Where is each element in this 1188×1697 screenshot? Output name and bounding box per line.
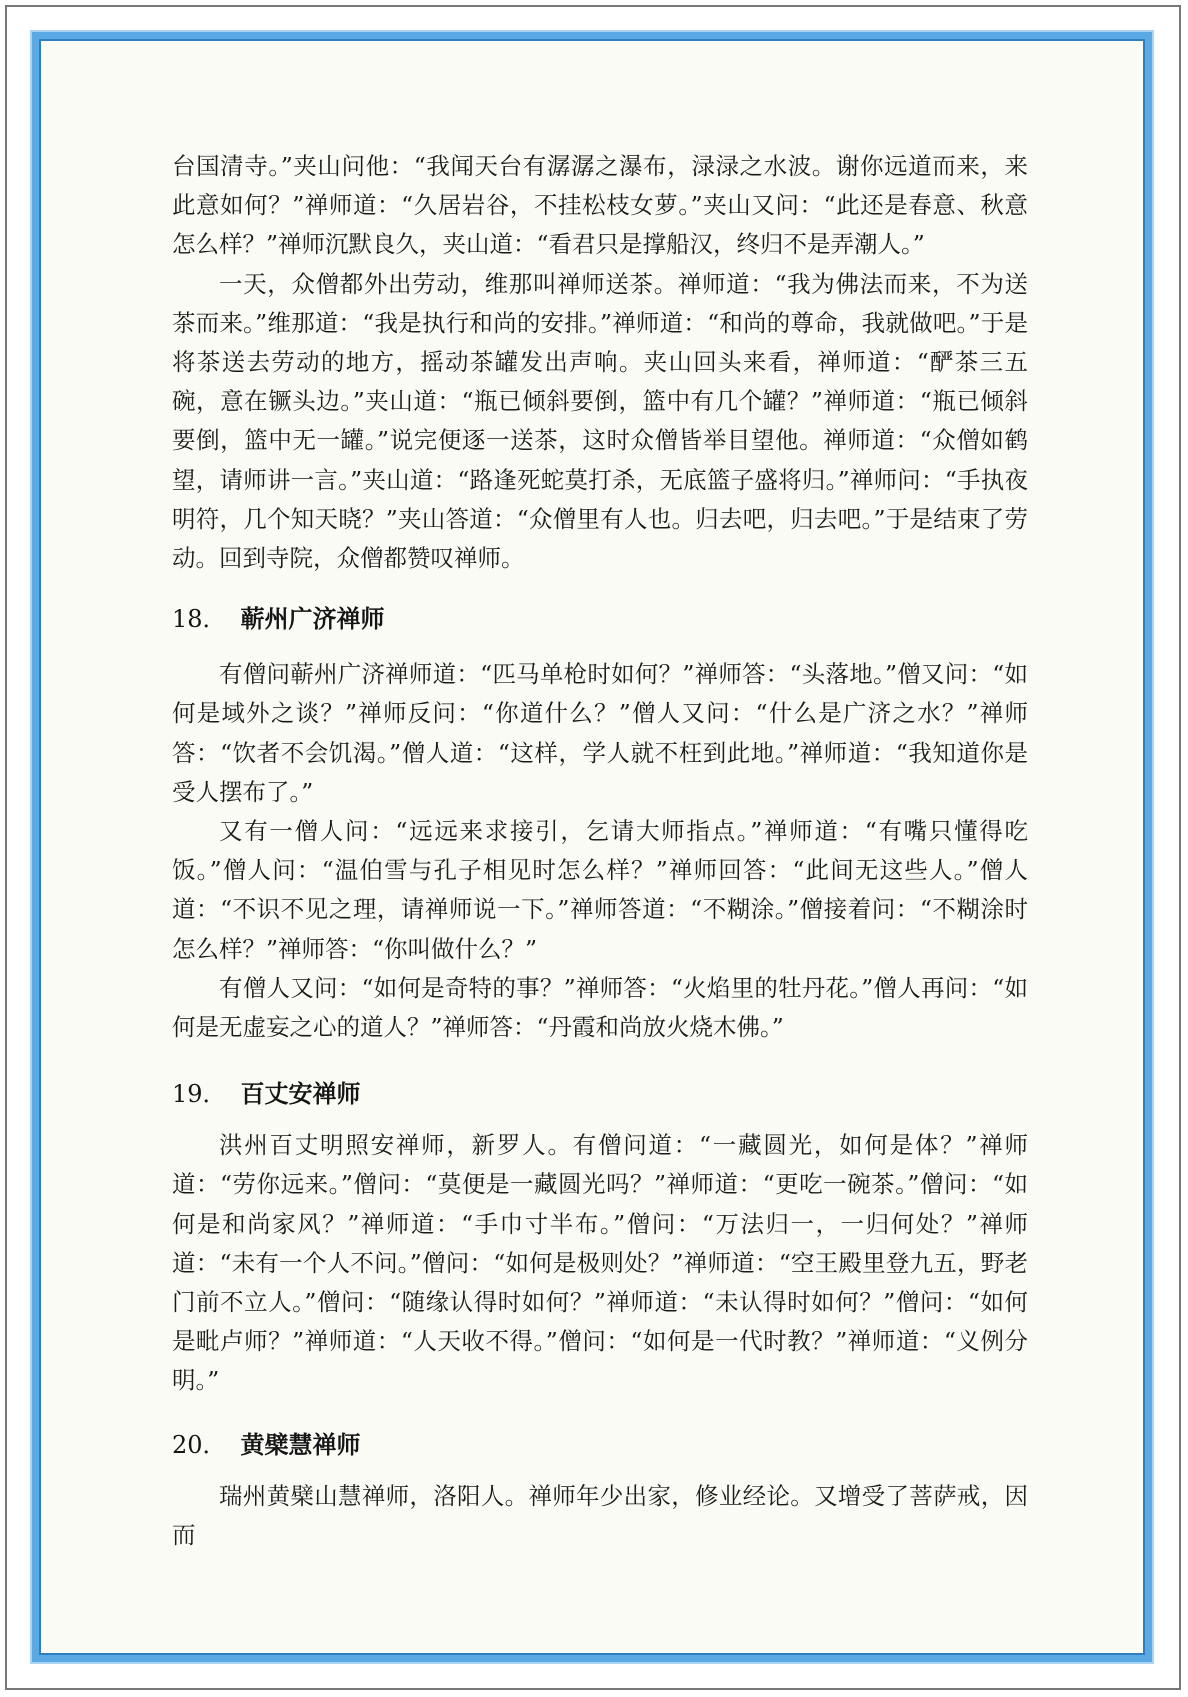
paragraph: 有僧人又问：“如何是奇特的事？”禅师答：“火焰里的牡丹花。”僧人再问：“如何是无虚妄之心的道人？”禅师答：“丹霞和尚放火烧木佛。” [172,973,1028,1042]
paragraph-continued: 台国清寺。”夹山问他：“我闻天台有潺潺之瀑布，渌渌之水波。谢你远道而来，来此意如何？”禅师道：“久居岩谷，不挂松枝女萝。”夹山又问：“此还是春意、秋意怎么样？”禅师沉默良久，夹山道：“看君只是撑船汉，终归不是弄潮人。” [172,152,1028,259]
paragraph: 有僧问蕲州广济禅师道：“匹马单枪时如何？”禅师答：“头落地。”僧又问：“如何是域外之谈？”禅师反问：“你道什么？”僧人又问：“什么是广济之水？”禅师答：“饮者不会饥渴。”僧人道：“这样，学人就不枉到此地。”禅师道：“我知道你是受人摆布了。” [172,660,1028,806]
section-heading-19 [172,1076,1028,1112]
section-number: 19． [172,1080,227,1109]
paragraph: 洪州百丈明照安禅师，新罗人。有僧问道：“一藏圆光，如何是体？”禅师道：“劳你远来。”僧问：“莫便是一藏圆光吗？”禅师道：“更吃一碗茶。”僧问：“如何是和尚家风？”禅师道：“手巾寸半布。”僧问：“万法归一，一归何处？”禅师道：“未有一个人不问。”僧问：“如何是极则处？”禅师道：“空王殿里登九五，野老门前不立人。”僧问：“随缘认得时如何？”禅师道：“未认得时如何？”僧问：“如何是毗卢师？”禅师道：“人天收不得。”僧问：“如何是一代时教？”禅师道：“义例分明。” [172,1131,1028,1395]
paragraph: 瑞州黄檗山慧禅师，洛阳人。禅师年少出家，修业经论。又增受了菩萨戒，因而 [172,1481,1028,1549]
paragraph: 一天，众僧都外出劳动，维那叫禅师送茶。禅师道：“我为佛法而来，不为送茶而来。”维那道：“我是执行和尚的安排。”禅师道：“和尚的尊命，我就做吧。”于是将茶送去劳动的地方，摇动茶罐发出声响。夹山回头来看，禅师道：“酽茶三五碗，意在镢头边。”夹山道：“瓶已倾斜要倒，篮中有几个罐？”禅师道：“瓶已倾斜要倒，篮中无一罐。”说完便逐一送茶，这时众僧皆举目望他。禅师道：“众僧如鹤望，请师讲一言。”夹山道：“路逢死蛇莫打杀，无底篮子盛将归。”禅师问：“手执夜明符，几个知天晓？”夹山答道：“众僧里有人也。归去吧，归去吧。”于是结束了劳动。回到寺院，众僧都赞叹禅师。 [172,269,1028,573]
section-number: 20． [172,1430,227,1459]
paragraph: 又有一僧人问：“远远来求接引，乞请大师指点。”禅师道：“有嘴只懂得吃饭。”僧人问：“温伯雪与孔子相见时怎么样？”禅师回答：“此间无这些人。”僧人道：“不识不见之理，请禅师说一下。”禅师答道：“不糊涂。”僧接着问：“不糊涂时怎么样？”禅师答：“你叫做什么？” [172,817,1028,963]
section-title: 百丈安禅师 [240,1080,361,1109]
section-number: 18． [172,605,227,634]
document-page [172,147,1028,1555]
section-heading-18 [172,601,1028,637]
section-heading-20 [172,1427,1028,1463]
section-title: 黄檗慧禅师 [240,1430,361,1459]
section-title: 蕲州广济禅师 [240,605,385,634]
